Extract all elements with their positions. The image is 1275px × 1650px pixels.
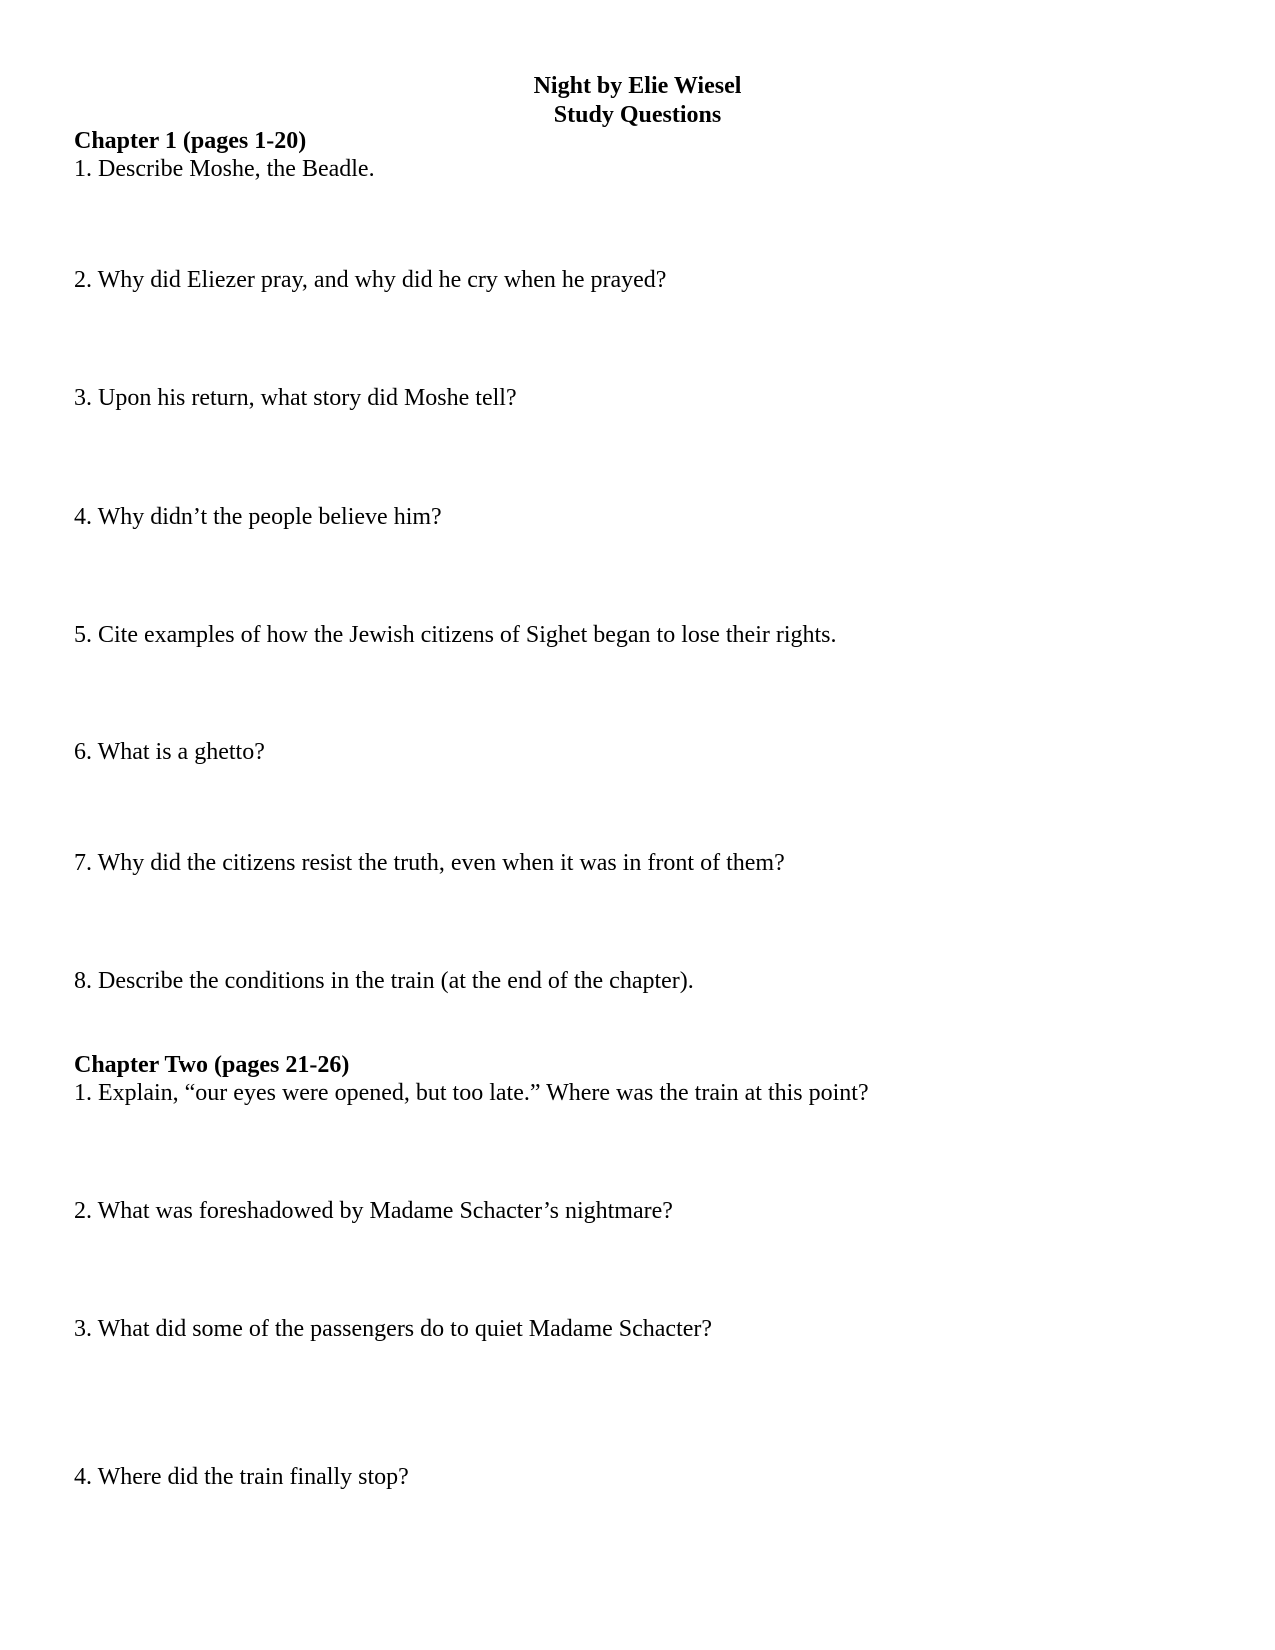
chapter-1-question-7: 7. Why did the citizens resist the truth, even when it was in front of them? <box>74 850 785 876</box>
chapter-1-question-1: 1. Describe Moshe, the Beadle. <box>74 156 375 182</box>
chapter-2-heading: Chapter Two (pages 21-26) <box>74 1052 350 1078</box>
document-subtitle: Study Questions <box>553 102 722 128</box>
document-title: Night by Elie Wiesel <box>533 73 742 99</box>
chapter-1-question-2: 2. Why did Eliezer pray, and why did he cry when he prayed? <box>74 267 667 293</box>
chapter-1-heading: Chapter 1 (pages 1-20) <box>74 128 307 154</box>
chapter-1-question-3: 3. Upon his return, what story did Moshe tell? <box>74 385 517 411</box>
title-block <box>0 72 1275 130</box>
chapter-2-question-1: 1. Explain, “our eyes were opened, but too late.” Where was the train at this point? <box>74 1080 869 1106</box>
chapter-2-question-3: 3. What did some of the passengers do to quiet Madame Schacter? <box>74 1316 713 1342</box>
chapter-1-question-6: 6. What is a ghetto? <box>74 739 265 765</box>
chapter-1-question-5: 5. Cite examples of how the Jewish citizens of Sighet began to lose their rights. <box>74 622 837 648</box>
chapter-1-question-8: 8. Describe the conditions in the train (at the end of the chapter). <box>74 968 694 994</box>
chapter-1-question-4: 4. Why didn’t the people believe him? <box>74 504 442 530</box>
chapter-2-question-4: 4. Where did the train finally stop? <box>74 1464 409 1490</box>
chapter-2-question-2: 2. What was foreshadowed by Madame Schacter’s nightmare? <box>74 1198 673 1224</box>
